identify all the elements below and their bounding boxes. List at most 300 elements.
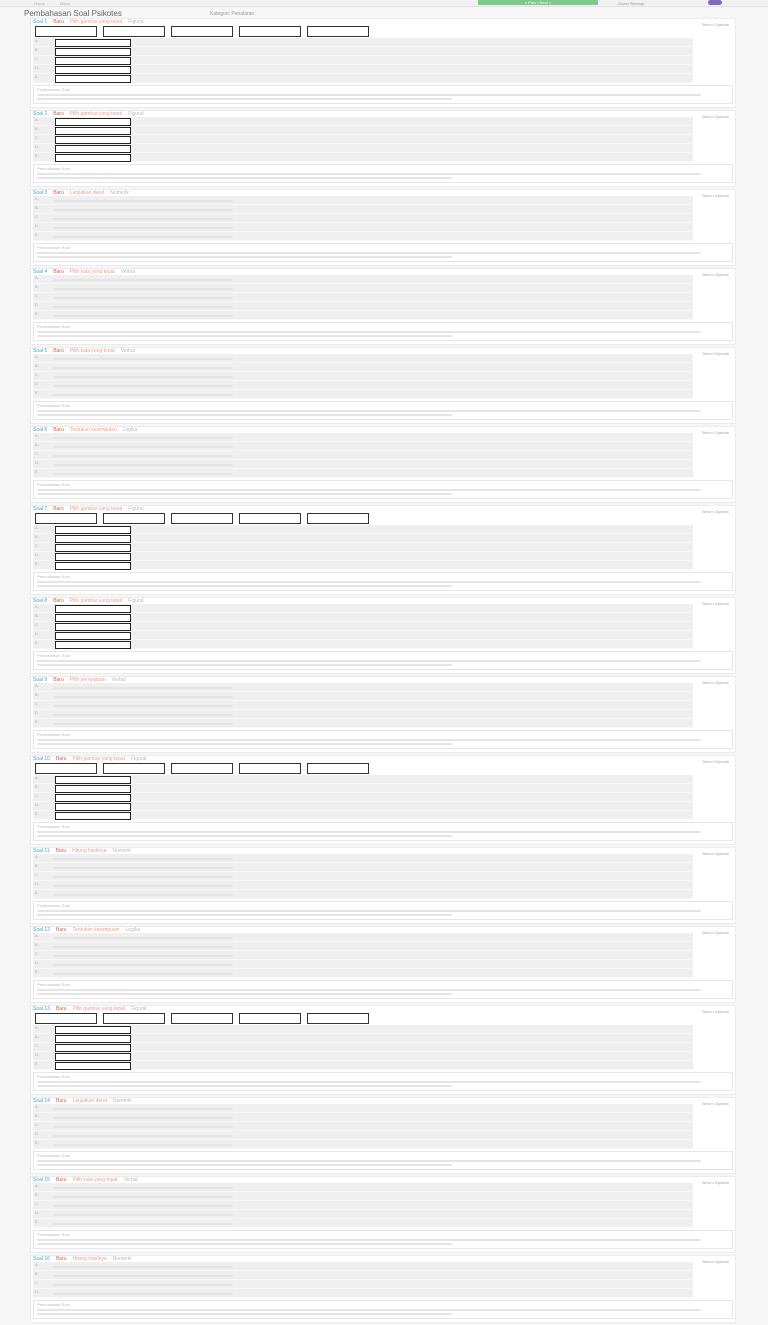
answer-status: Belum Dijawab [702,930,729,935]
explanation-text-line [37,831,701,833]
figure-cell [171,513,233,524]
answer-options [33,1104,693,1149]
question-badge: Baru [55,756,67,762]
explanation-title: Pembahasan Soal [37,245,70,250]
question-description: Hitung hasilnya [72,1256,107,1262]
answer-option[interactable]: C. [33,622,693,631]
answer-option[interactable]: D. [33,65,693,74]
option-figure [55,544,131,552]
option-text-line [53,687,233,689]
answer-options [33,1183,693,1228]
explanation-text-line [37,1164,452,1166]
answer-option[interactable]: A. [33,1262,693,1271]
option-figure [55,118,131,126]
answer-option[interactable]: E. [33,74,693,83]
answer-options [33,433,693,478]
option-figure [55,1026,131,1034]
top-navigation-bar [0,0,768,7]
explanation-box [33,164,733,183]
explanation-title: Pembahasan Soal [37,403,70,408]
question-description: Pilih gambar yang tepat [69,19,123,25]
answer-status: Belum Dijawab [702,22,729,27]
answer-option[interactable]: A. [33,275,693,284]
answer-option[interactable]: C. [33,135,693,144]
question-description: Pilih gambar yang tepat [69,598,123,604]
explanation-text-line [37,835,452,837]
answer-option[interactable]: B. [33,1192,693,1201]
answer-option[interactable]: D. [33,960,693,969]
question-number: Soal 6 [33,427,48,433]
answer-option[interactable]: D. [33,1289,693,1298]
explanation-title: Pembahasan Soal [37,166,70,171]
question-category: Figural [128,598,144,604]
answer-option[interactable]: E. [33,890,693,899]
question-number: Soal 4 [33,269,48,275]
explanation-title: Pembahasan Soal [37,903,70,908]
question-description: Pilih gambar yang tepat [69,506,123,512]
option-figure [55,48,131,56]
figure-sequence [31,25,735,38]
explanation-text-line [37,664,452,666]
figure-cell [35,1013,97,1024]
figure-cell [239,763,301,774]
figure-cell [103,513,165,524]
option-text-line [53,473,233,475]
answer-option[interactable]: B. [33,692,693,701]
explanation-box [33,401,733,420]
explanation-text-line [37,98,452,100]
option-figure [55,136,131,144]
user-name[interactable]: Guest Sitemap [618,1,645,6]
question-description: Lanjutkan deret [72,1098,108,1104]
option-text-line [53,1293,233,1295]
question-badge: Baru [55,927,67,933]
question-card [30,189,736,266]
answer-status: Belum Dijawab [702,193,729,198]
explanation-text-line [37,910,701,912]
figure-cell [239,1013,301,1024]
explanation-text-line [37,489,701,491]
answer-option[interactable]: C. [33,451,693,460]
question-card [30,505,736,595]
figure-cell [35,26,97,37]
answer-options [33,604,693,649]
question-number: Soal 1 [33,19,48,25]
explanation-text-line [37,410,701,412]
answer-options [33,38,693,83]
option-figure [55,641,131,649]
question-category: Numerik [112,1256,132,1262]
answer-option[interactable]: A. [33,38,693,47]
answer-options [33,1025,693,1070]
question-category: Logika [122,427,138,433]
answer-options [33,1262,693,1298]
option-text-line [53,446,233,448]
answer-option[interactable]: A. [33,604,693,613]
option-text-line [53,297,233,299]
explanation-text-line [37,1160,701,1162]
answer-options [33,117,693,162]
answer-option[interactable]: B. [33,942,693,951]
answer-status: Belum Dijawab [702,1101,729,1106]
question-category: Numerik [110,190,129,196]
answer-option[interactable]: D. [33,552,693,561]
answer-option[interactable]: C. [33,543,693,552]
answer-status: Belum Dijawab [702,509,729,514]
question-description: Tentukan kesimpulan [69,427,117,433]
question-category: Numerik [113,1098,132,1104]
question-card [30,597,736,674]
answer-status: Belum Dijawab [702,1180,729,1185]
answer-option[interactable]: D. [33,223,693,232]
answer-status: Belum Dijawab [702,680,729,685]
explanation-box [33,243,733,262]
explanation-title: Pembahasan Soal [37,982,70,987]
answer-option[interactable]: C. [33,951,693,960]
explanation-box [33,980,733,999]
question-category: Verbal [123,1177,138,1183]
explanation-title: Pembahasan Soal [37,653,70,658]
option-text-line [53,973,233,975]
option-text-line [53,376,233,378]
answer-option[interactable]: A. [33,117,693,126]
explanation-box [33,1151,733,1170]
answer-option[interactable]: B. [33,205,693,214]
option-text-line [53,209,233,211]
explanation-title: Pembahasan Soal [37,324,70,329]
answer-option[interactable]: B. [33,1113,693,1122]
figure-cell [171,26,233,37]
explanation-box [33,1230,733,1249]
option-text-line [53,723,233,725]
option-text-line [53,867,233,869]
question-description: Pilih pernyataan [69,677,106,683]
answer-option[interactable]: A. [33,683,693,692]
answer-option[interactable]: A. [33,1025,693,1034]
question-badge: Baru [53,190,64,196]
option-figure [55,66,131,74]
explanation-text-line [37,1085,452,1087]
explanation-text-line [37,585,452,587]
figure-cell [103,1013,165,1024]
answer-option[interactable]: C. [33,701,693,710]
explanation-title: Pembahasan Soal [37,574,70,579]
menu-link[interactable]: Menu [60,1,71,6]
answer-option[interactable]: D. [33,631,693,640]
question-card [30,1097,736,1174]
explanation-text-line [37,1239,701,1241]
option-text-line [53,288,233,290]
answer-status: Belum Dijawab [702,1259,729,1264]
figure-cell [307,513,369,524]
explanation-text-line [37,1243,452,1245]
question-description: Tentukan kesimpulan [72,927,120,933]
answer-option[interactable]: E. [33,1219,693,1228]
figure-cell [103,26,165,37]
answer-option[interactable]: C. [33,372,693,381]
explanation-text-line [37,581,701,583]
option-figure [55,1044,131,1052]
nav-button[interactable]: < Prev | Next > [478,0,598,5]
explanation-text-line [37,414,452,416]
explanation-text-line [37,1313,452,1315]
answer-option[interactable]: A. [33,354,693,363]
explanation-text-line [37,94,701,96]
figure-cell [307,26,369,37]
question-badge: Baru [53,598,64,604]
explanation-title: Pembahasan Soal [37,1232,70,1237]
answer-option[interactable]: A. [33,933,693,942]
question-badge: Baru [53,348,64,354]
question-badge: Baru [55,1177,67,1183]
question-card [30,755,736,845]
option-text-line [53,464,233,466]
option-figure [55,526,131,534]
option-text-line [53,696,233,698]
avatar[interactable] [708,0,722,5]
answer-status: Belum Dijawab [702,1009,729,1014]
option-figure [55,154,131,162]
question-badge: Baru [53,111,64,117]
option-figure [55,1062,131,1070]
question-badge: Baru [53,427,64,433]
explanation-title: Pembahasan Soal [37,732,70,737]
answer-option[interactable]: A. [33,525,693,534]
question-description: Pilih kata yang tepat [72,1177,118,1183]
question-category: Figural [131,1006,147,1012]
explanation-title: Pembahasan Soal [37,1302,70,1307]
figure-cell [307,763,369,774]
answer-option[interactable]: B. [33,534,693,543]
explanation-box [33,85,733,104]
question-card [30,1255,736,1323]
page-subtitle: Kategori: Penalaran [210,11,255,17]
answer-option[interactable]: C. [33,1122,693,1131]
explanation-title: Pembahasan Soal [37,1153,70,1158]
option-figure [55,614,131,622]
option-figure [55,632,131,640]
answer-option[interactable]: E. [33,969,693,978]
answer-option[interactable]: B. [33,863,693,872]
answer-option[interactable]: C. [33,1280,693,1289]
question-card [30,347,736,424]
answer-option[interactable]: D. [33,302,693,311]
question-number: Soal 10 [33,756,50,762]
answer-option[interactable]: E. [33,640,693,649]
answer-options [33,775,693,820]
question-card [30,426,736,503]
option-text-line [53,885,233,887]
option-figure [55,535,131,543]
option-text-line [53,315,233,317]
figure-cell [171,763,233,774]
question-card [30,18,736,108]
answer-option[interactable]: B. [33,363,693,372]
explanation-text-line [37,173,701,175]
option-text-line [53,1214,233,1216]
answer-option[interactable]: D. [33,1131,693,1140]
answer-option[interactable]: C. [33,872,693,881]
option-figure [55,39,131,47]
figure-cell [35,513,97,524]
answer-options [33,854,693,899]
answer-option[interactable]: E. [33,1140,693,1149]
home-link[interactable]: Home [34,1,45,6]
question-category: Verbal [120,348,135,354]
explanation-box [33,1300,733,1319]
answer-option[interactable]: B. [33,1034,693,1043]
option-text-line [53,955,233,957]
option-figure [55,605,131,613]
option-text-line [53,200,233,202]
answer-option[interactable]: B. [33,284,693,293]
option-text-line [53,455,233,457]
question-badge: Baru [55,848,67,854]
question-card [30,926,736,1003]
answer-option[interactable]: A. [33,196,693,205]
explanation-text-line [37,1081,701,1083]
option-text-line [53,358,233,360]
figure-sequence [31,512,735,525]
question-category: Figural [131,756,147,762]
explanation-text-line [37,993,452,995]
answer-option[interactable]: B. [33,1271,693,1280]
option-text-line [53,279,233,281]
option-figure [55,803,131,811]
option-text-line [53,218,233,220]
answer-option[interactable]: D. [33,881,693,890]
explanation-title: Pembahasan Soal [37,87,70,92]
question-description: Hitung hasilnya [72,848,107,854]
explanation-text-line [37,743,452,745]
answer-status: Belum Dijawab [702,351,729,356]
option-text-line [53,1266,233,1268]
question-card [30,110,736,187]
answer-option[interactable]: D. [33,381,693,390]
explanation-box [33,901,733,920]
answer-status: Belum Dijawab [702,759,729,764]
answer-option[interactable]: A. [33,1104,693,1113]
answer-option[interactable]: C. [33,214,693,223]
option-figure [55,785,131,793]
option-text-line [53,937,233,939]
option-text-line [53,964,233,966]
option-text-line [53,946,233,948]
answer-option[interactable]: E. [33,469,693,478]
option-figure [55,562,131,570]
explanation-text-line [37,335,452,337]
answer-option[interactable]: D. [33,460,693,469]
option-text-line [53,236,233,238]
option-text-line [53,876,233,878]
option-figure [55,794,131,802]
explanation-text-line [37,331,701,333]
question-category: Verbal [120,269,135,275]
answer-options [33,525,693,570]
answer-option[interactable]: A. [33,854,693,863]
question-description: Pilih kata yang tepat [69,348,115,354]
explanation-box [33,822,733,841]
answer-option[interactable]: A. [33,433,693,442]
answer-option[interactable]: B. [33,613,693,622]
question-badge: Baru [55,1006,67,1012]
explanation-title: Pembahasan Soal [37,1074,70,1079]
answer-status: Belum Dijawab [702,430,729,435]
option-figure [55,1053,131,1061]
question-number: Soal 11 [33,848,50,854]
answer-option[interactable]: E. [33,390,693,399]
question-card [30,1176,736,1253]
answer-option[interactable]: E. [33,561,693,570]
answer-option[interactable]: D. [33,802,693,811]
figure-sequence [31,762,735,775]
option-text-line [53,1196,233,1198]
option-text-line [53,705,233,707]
answer-option[interactable]: D. [33,1210,693,1219]
answer-option[interactable]: D. [33,710,693,719]
question-number: Soal 5 [33,348,48,354]
question-category: Verbal [111,677,126,683]
answer-status: Belum Dijawab [702,601,729,606]
option-text-line [53,1108,233,1110]
figure-cell [239,513,301,524]
answer-option[interactable]: B. [33,126,693,135]
answer-option[interactable]: C. [33,293,693,302]
answer-option[interactable]: B. [33,442,693,451]
answer-options [33,275,693,320]
answer-option[interactable]: E. [33,1061,693,1070]
answer-option[interactable]: E. [33,153,693,162]
answer-status: Belum Dijawab [702,114,729,119]
question-number: Soal 2 [33,111,48,117]
answer-option[interactable]: C. [33,793,693,802]
answer-option[interactable]: E. [33,719,693,728]
figure-cell [171,1013,233,1024]
answer-option[interactable]: D. [33,144,693,153]
option-text-line [53,437,233,439]
answer-option[interactable]: A. [33,1183,693,1192]
answer-option[interactable]: E. [33,811,693,820]
option-figure [55,127,131,135]
answer-option[interactable]: B. [33,784,693,793]
option-figure [55,57,131,65]
option-text-line [53,1187,233,1189]
option-figure [55,145,131,153]
option-text-line [53,1144,233,1146]
answer-option[interactable]: E. [33,311,693,320]
question-description: Pilih gambar yang tepat [72,756,126,762]
question-badge: Baru [53,506,64,512]
figure-cell [239,26,301,37]
answer-option[interactable]: D. [33,1052,693,1061]
question-number: Soal 8 [33,598,48,604]
answer-option[interactable]: E. [33,232,693,241]
question-description: Pilih kata yang tepat [69,269,115,275]
answer-option[interactable]: A. [33,775,693,784]
option-figure [55,812,131,820]
question-badge: Baru [55,1256,67,1262]
option-text-line [53,1205,233,1207]
answer-option[interactable]: C. [33,1043,693,1052]
answer-option[interactable]: C. [33,56,693,65]
answer-option[interactable]: B. [33,47,693,56]
option-text-line [53,1126,233,1128]
explanation-text-line [37,256,452,258]
answer-option[interactable]: C. [33,1201,693,1210]
option-text-line [53,385,233,387]
question-category: Figural [128,19,144,25]
explanation-title: Pembahasan Soal [37,482,70,487]
